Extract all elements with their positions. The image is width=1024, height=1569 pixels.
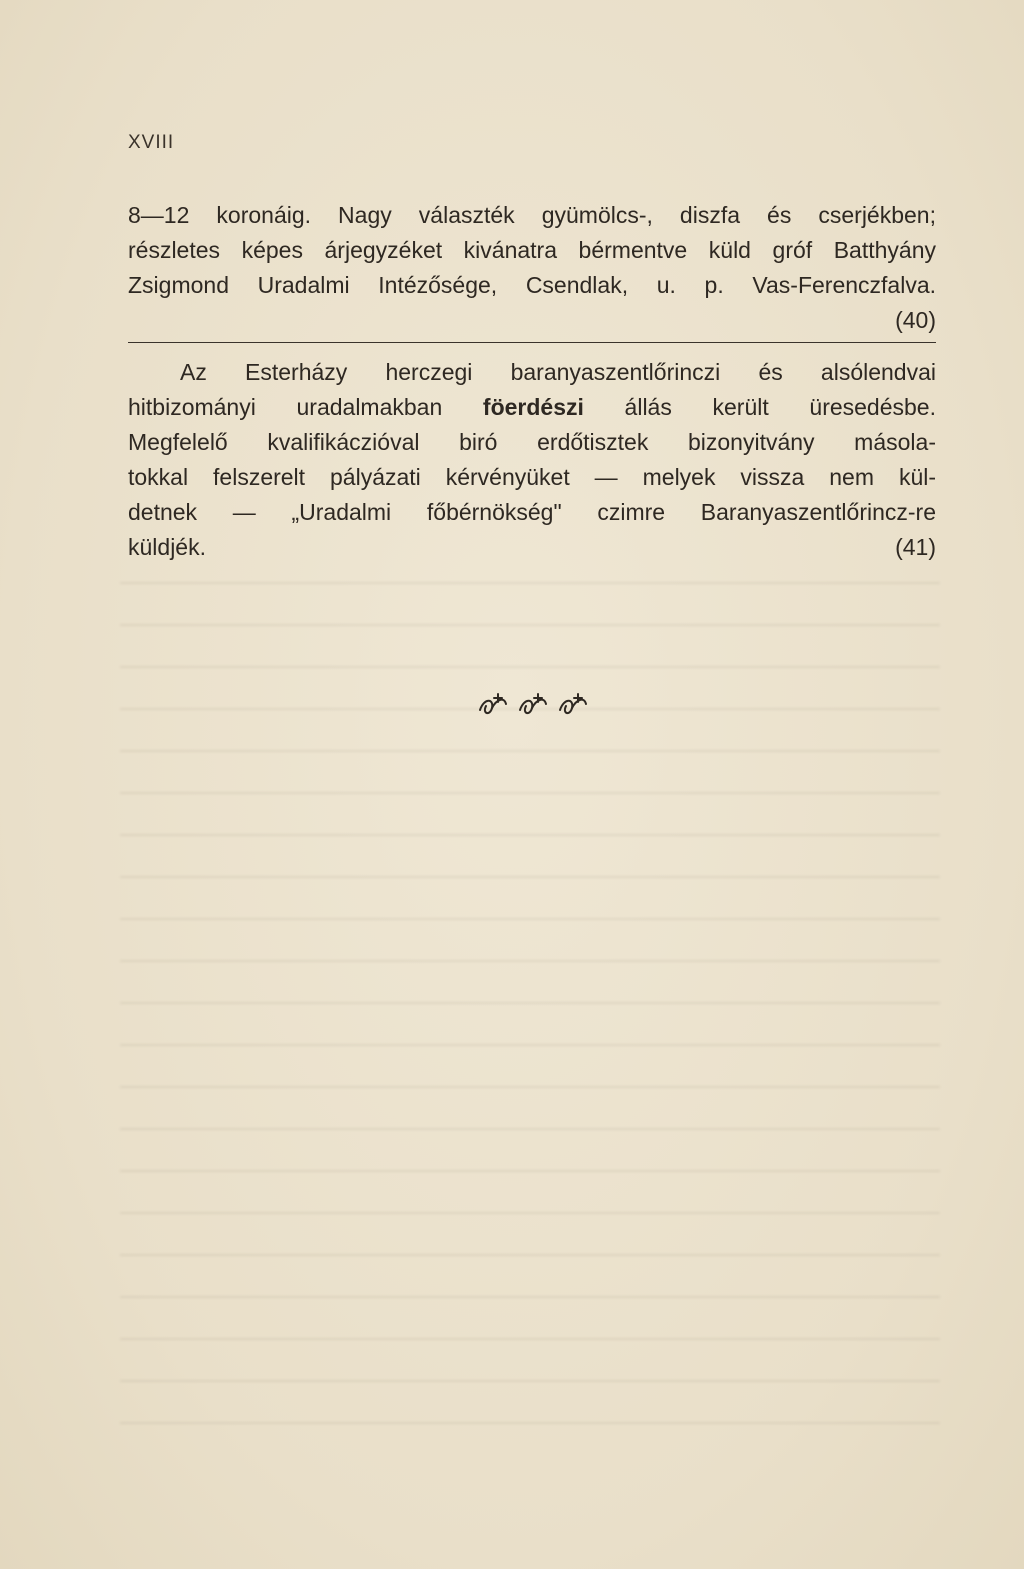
fleuron-ornament-icon xyxy=(470,682,600,722)
ad1-line-1: 8—12 koronáig. Nagy választék gyümölcs-, diszfa és cserjékben; xyxy=(128,202,936,228)
page-number: XVIII xyxy=(128,132,175,153)
ad1-reference-number: (40) xyxy=(895,307,936,333)
section-divider-rule xyxy=(128,342,936,343)
fleuron-3-icon xyxy=(560,694,586,713)
fleuron-1-icon xyxy=(480,694,506,713)
ad2-line-2-start: hitbizományi uradalmakban xyxy=(128,394,443,420)
ad1-line-2: részletes képes árjegyzéket kivánatra bérmentve küld gróf Batthyány xyxy=(128,237,936,263)
fleuron-2-icon xyxy=(520,694,546,713)
ad2-line-2-end: állás került üresedésbe. xyxy=(624,394,936,420)
ad2-line-3: Megfelelő kvalifikáczióval biró erdőtisztek bizonyitvány másola- xyxy=(128,429,936,455)
ad2-line-6 xyxy=(128,530,936,565)
ad1-line-3: Zsigmond Uradalmi Intézősége, Csendlak, u. p. Vas-Ferenczfalva. xyxy=(128,272,936,298)
ad2-line-4: tokkal felszerelt pályázati kérvényüket — melyek vissza nem kül- xyxy=(128,464,936,490)
ad2-highlighted-position: föerdészi xyxy=(482,394,584,420)
ad2-line-1: Az Esterházy herczegi baranyaszentlőrinczi és alsólendvai xyxy=(180,359,936,385)
advertisement-forester-vacancy xyxy=(128,355,936,565)
ad2-line-2 xyxy=(128,390,936,425)
advertisement-nursery xyxy=(128,198,936,338)
ad2-line-6-text: küldjék. xyxy=(128,534,206,560)
ad2-reference-number: (41) xyxy=(895,534,936,560)
ad2-line-5: detnek — „Uradalmi főbérnökség" czimre Baranyaszentlőrincz-re xyxy=(128,499,936,525)
